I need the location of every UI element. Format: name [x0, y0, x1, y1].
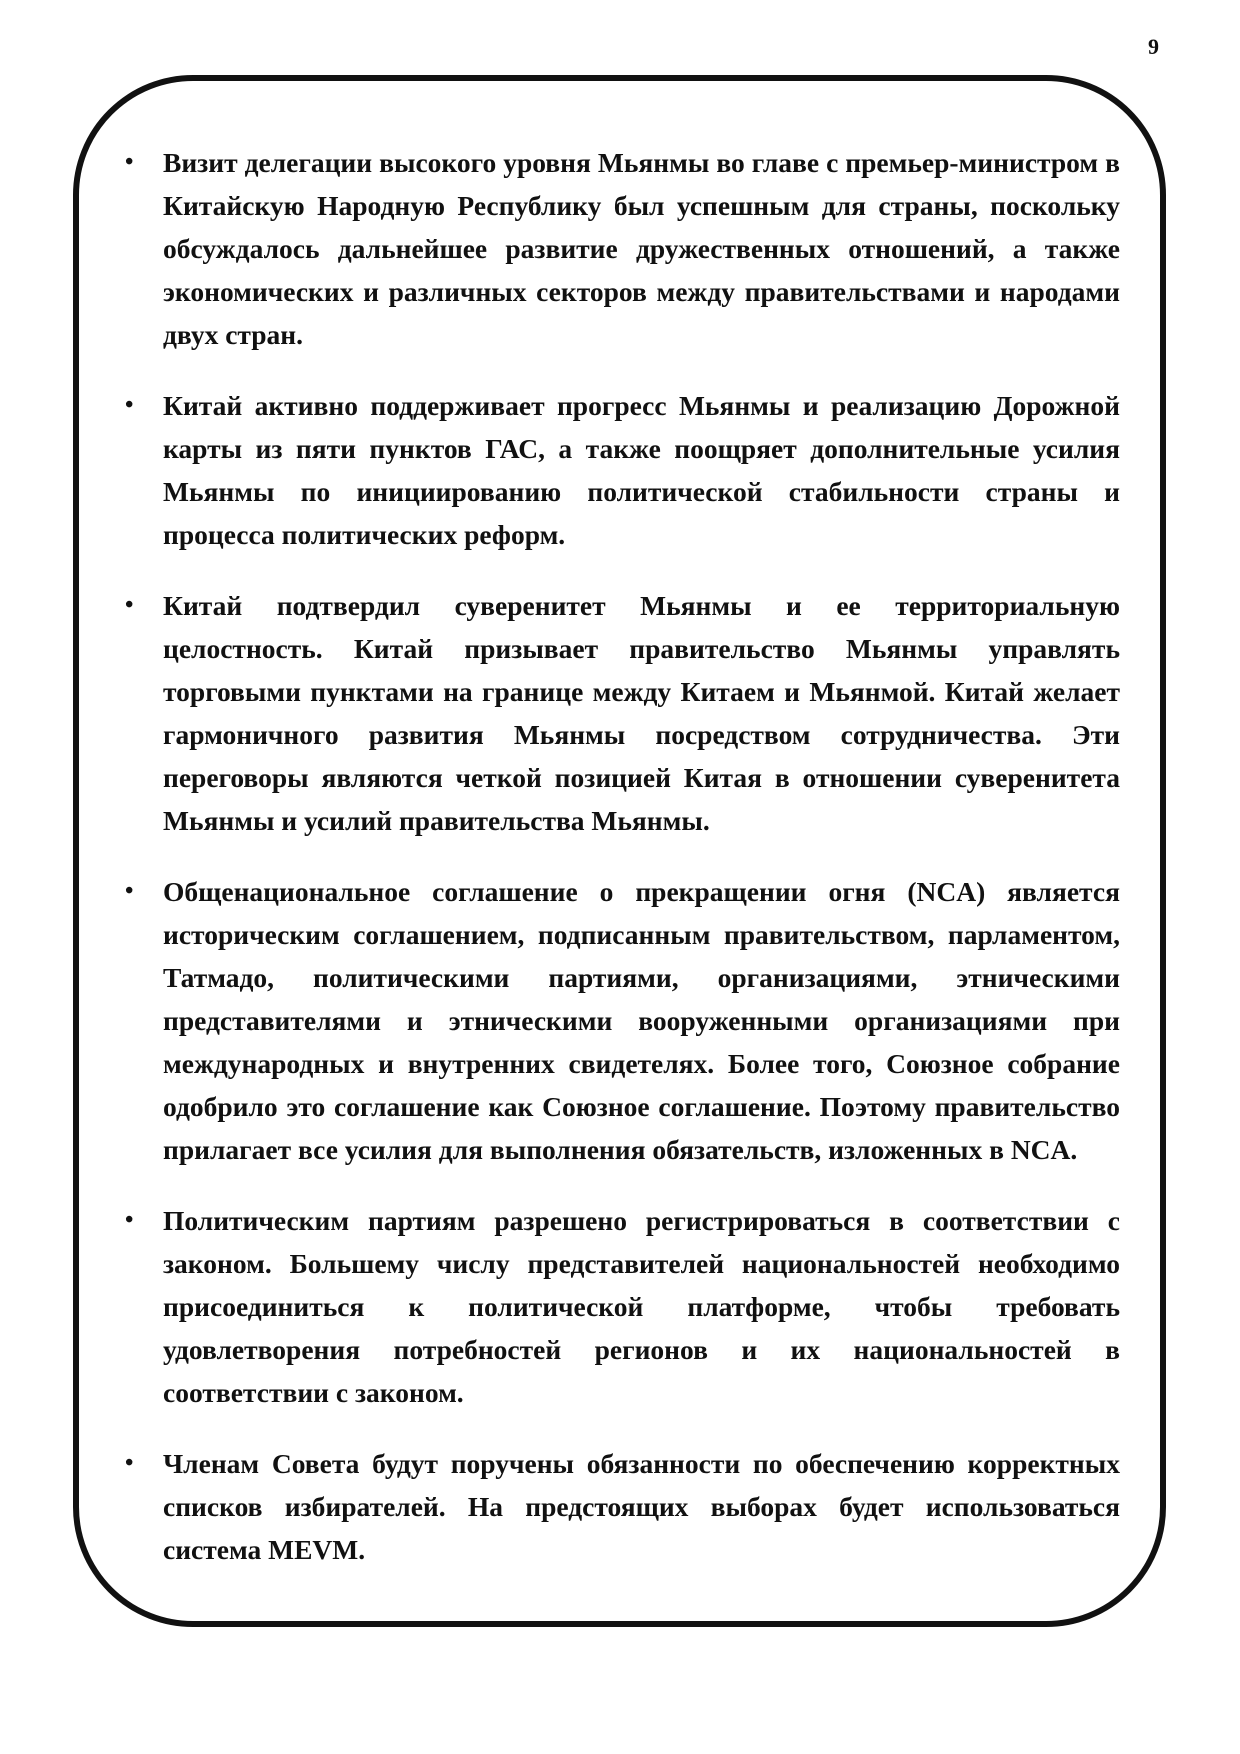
list-item [122, 141, 1120, 356]
page-number: 9 [1148, 34, 1159, 59]
list-item-text: Членам Совета будут поручены обязанности по обеспечению корректных списков избирателей. На предстоящих выборах будет использоваться система MEVM. [163, 1448, 1120, 1565]
list-item-text: Китай активно поддерживает прогресс Мьянмы и реализацию Дорожной карты из пяти пунктов ГАС, а также поощряет дополнительные усилия Мьянмы по инициированию политической стабильности страны и процесса политических реформ. [163, 390, 1120, 550]
bullet-icon: • [125, 1450, 134, 1476]
bullet-icon: • [125, 592, 134, 618]
list-item [122, 384, 1120, 556]
list-item-text: Китай подтвердил суверенитет Мьянмы и ее территориальную целостность. Китай призывает правительство Мьянмы управлять торговыми пунктами на границе между Китаем и Мьянмой. Китай желает гармоничного развития Мьянмы посредством сотрудничества. Эти переговоры являются четкой позицией Китая в отношении суверенитета Мьянмы и усилий правительства Мьянмы. [163, 590, 1120, 836]
list-item [122, 1199, 1120, 1414]
bullet-icon: • [125, 1207, 134, 1233]
bullet-icon: • [125, 149, 134, 175]
list-item-text: Визит делегации высокого уровня Мьянмы во главе с премьер-министром в Китайскую Народную Республику был успешным для страны, поскольку обсуждалось дальнейшее развитие дружественных отношений, а также экономических и различных секторов между правительствами и народами двух стран. [163, 147, 1120, 350]
list-item [122, 584, 1120, 842]
bullet-icon: • [125, 392, 134, 418]
list-item [122, 1442, 1120, 1571]
list-item [122, 870, 1120, 1171]
list-item-text: Политическим партиям разрешено регистрироваться в соответствии с законом. Большему числу представителей национальностей необходимо присоединиться к политической платформе, чтобы требовать удовлетворения потребностей регионов и их национальностей в соответствии с законом. [163, 1205, 1120, 1408]
list-item-text: Общенациональное соглашение о прекращении огня (NCA) является историческим соглашением, подписанным правительством, парламентом, Татмадо, политическими партиями, организациями, этническими представителями и этническими вооруженными организациями при международных и внутренних свидетелях. Более того, Союзное собрание одобрило это соглашение как Союзное соглашение. Поэтому правительство прилагает все усилия для выполнения обязательств, изложенных в NCA. [163, 876, 1120, 1165]
bullet-icon: • [125, 878, 134, 904]
bullet-list [122, 141, 1120, 1571]
